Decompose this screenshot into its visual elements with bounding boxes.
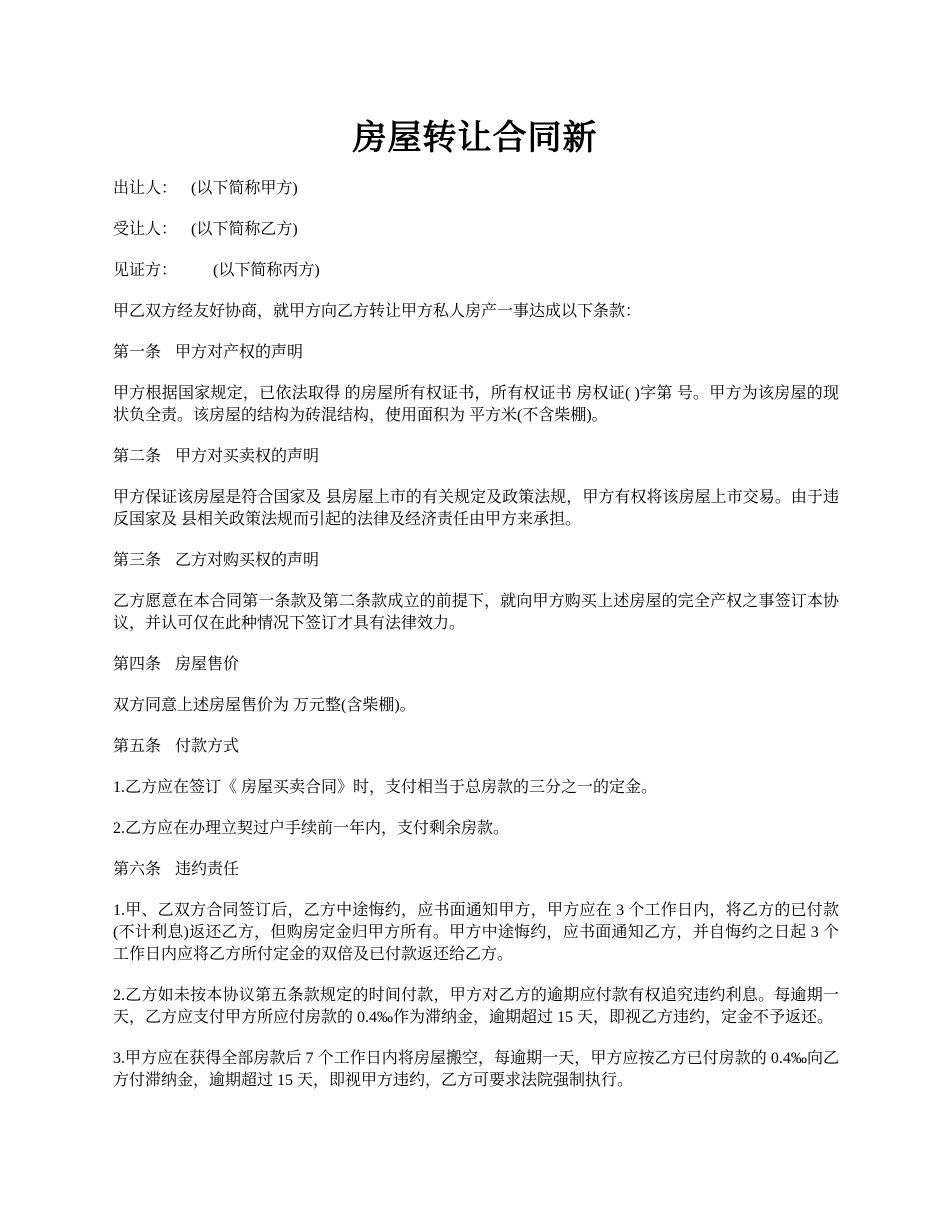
article-title: 乙方对购买权的声明 [175,552,320,569]
intro-paragraph: 甲乙双方经友好协商，就甲方向乙方转让甲方私人房产一事达成以下条款： [113,303,642,320]
seller-label: 出让人： [113,180,178,197]
article-paragraph: 3.甲方应在获得全部房款后 7 个工作日内将房屋搬空，每逾期一天，甲方应按乙方已付房款的 0.4‰向乙方付滞纳金，逾期超过 15 天，即视甲方违约，乙方可要求法院强制执行。 [113,1050,839,1089]
article-number: 第一条 [113,344,162,361]
article-title: 甲方对产权的声明 [175,344,304,361]
article-number: 第四条 [113,656,162,673]
article-paragraph: 2.乙方如未按本协议第五条款规定的时间付款，甲方对乙方的逾期应付款有权追究违约利息。每逾期一天，乙方应支付甲方所应付房款的 0.4‰作为滞纳金，逾期超过 15 天，即视乙方违约，定金不予返还。 [113,987,839,1026]
article-paragraph: 双方同意上述房屋售价为 万元整(含柴棚)。 [113,697,416,714]
article-paragraph: 2.乙方应在办理立契过户手续前一年内，支付剩余房款。 [113,820,510,837]
article-title: 甲方对买卖权的声明 [175,448,320,465]
article-heading [113,446,839,468]
document-body [113,178,839,1111]
article-paragraph: 甲方保证该房屋是符合国家及 县房屋上市的有关规定及政策法规，甲方有权将该房屋上市交易。由于违反国家及 县相关政策法规而引起的法律及经济责任由甲方来承担。 [113,489,839,528]
article-number: 第三条 [113,552,162,569]
article-title: 付款方式 [175,738,240,755]
article-paragraph: 乙方愿意在本合同第一条款及第二条款成立的前提下，就向甲方购买上述房屋的完全产权之事签订本协议，并认可仅在此种情况下签订才具有法律效力。 [113,593,839,632]
article-paragraph: 1.乙方应在签订《 房屋买卖合同》时，支付相当于总房款的三分之一的定金。 [113,779,658,796]
article-paragraph: 1.甲、乙双方合同签订后，乙方中途悔约，应书面通知甲方，甲方应在 3 个工作日内，将乙方的已付款(不计利息)返还乙方，但购房定金归甲方所有。甲方中途悔约，应书面通知乙方，并自悔约之日起 3 个工作日内应将乙方所付定金的双倍及已付款返还给乙方。 [113,902,839,963]
buyer-label: 受让人： [113,221,178,238]
witness-line [113,260,839,282]
seller-note: (以下简称甲方) [191,180,298,197]
article-number: 第二条 [113,448,162,465]
article-title: 违约责任 [175,861,240,878]
article-heading [113,550,839,572]
article-heading [113,342,839,364]
article-number: 第六条 [113,861,162,878]
witness-label: 见证方： [113,262,178,279]
seller-line [113,178,839,200]
article-heading [113,859,839,881]
document-title: 房屋转让合同新 [352,118,598,158]
buyer-line [113,219,839,241]
article-paragraph: 甲方根据国家规定，已依法取得 的房屋所有权证书，所有权证书 房权证( )字第 号。甲方为该房屋的现状负全责。该房屋的结构为砖混结构，使用面积为 平方米(不含柴棚)。 [113,385,839,424]
article-number: 第五条 [113,738,162,755]
article-title: 房屋售价 [175,656,240,673]
buyer-note: (以下简称乙方) [191,221,298,238]
article-heading [113,654,839,676]
article-heading [113,736,839,758]
witness-note: (以下简称丙方) [213,262,320,279]
